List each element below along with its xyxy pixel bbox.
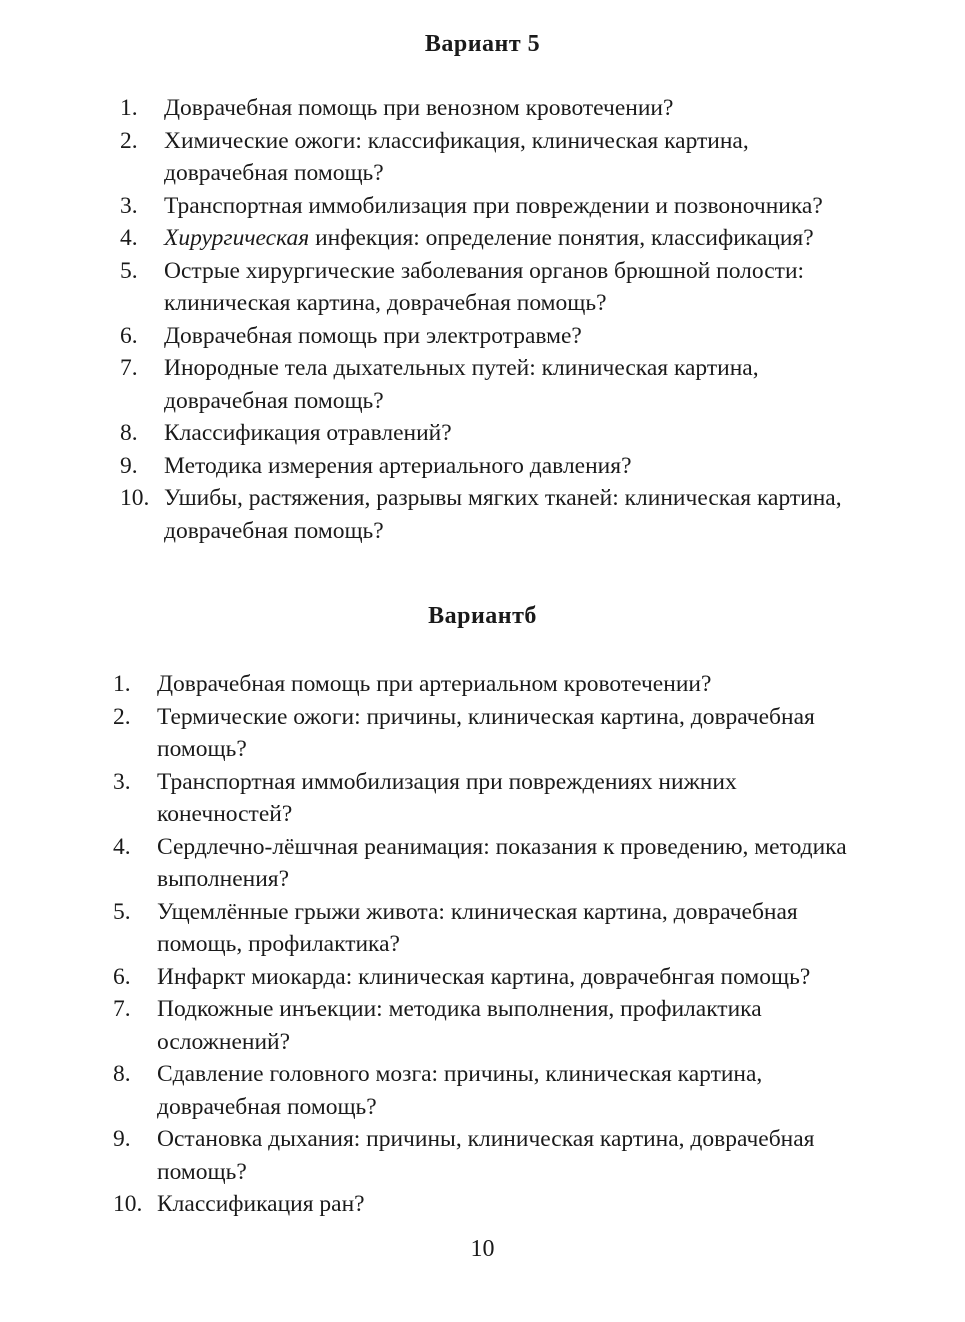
question-text: Методика измерения артериального давления? <box>164 452 632 479</box>
list-item <box>120 255 870 320</box>
item-number: 3. <box>113 768 131 795</box>
question-text: Ушибы, растяжения, разрывы мягких тканей: клиническая картина, доврачебная помощь? <box>164 485 842 544</box>
item-number: 8. <box>120 420 138 446</box>
item-number: 5. <box>120 257 138 284</box>
list-item <box>113 993 863 1058</box>
list-item <box>113 896 863 961</box>
list-item <box>113 1188 863 1221</box>
question-text-italic: Хирургическая <box>164 225 310 251</box>
item-number: 7. <box>113 996 131 1022</box>
question-text: Остановка дыхания: причины, клиническая картина, доврачебная помощь? <box>157 1126 815 1185</box>
item-number: 10. <box>113 1191 143 1217</box>
item-number: 4. <box>120 225 138 251</box>
question-text: Доврачебная помощь при электротравме? <box>164 322 582 349</box>
item-number: 8. <box>113 1061 131 1087</box>
item-number: 4. <box>113 833 131 860</box>
question-text: Сердлечно-лёшчная реанимация: показания к проведению, методика выполнения? <box>157 833 847 892</box>
question-text: Классификация ран? <box>157 1191 365 1217</box>
question-text: Доврачебная помощь при венозном кровотечении? <box>164 95 674 121</box>
item-number: 7. <box>120 355 138 381</box>
question-text: Подкожные инъекции: методика выполнения, профилактика осложнений? <box>157 996 762 1055</box>
question-text: Инородные тела дыхательных путей: клиническая картина, доврачебная помощь? <box>164 355 759 414</box>
list-item <box>113 701 863 766</box>
list-item <box>120 450 870 483</box>
question-text: Острые хирургические заболевания органов брюшной полости: клиническая картина, доврачебная помощь? <box>164 257 805 316</box>
item-number: 9. <box>113 1126 131 1152</box>
section-heading-variant-5: Вариант 5 <box>424 31 541 57</box>
question-list-variant-5 <box>120 92 870 547</box>
item-number: 3. <box>120 192 138 219</box>
page-number: 10 <box>470 1236 495 1262</box>
question-text: Сдавление головного мозга: причины, клиническая картина, доврачебная помощь? <box>157 1061 763 1120</box>
item-number: 10. <box>120 485 150 511</box>
list-item <box>113 961 863 994</box>
item-number: 2. <box>120 127 138 154</box>
question-text: Транспортная иммобилизация при повреждении и позвоночника? <box>164 192 823 219</box>
list-item <box>113 766 863 831</box>
list-item <box>120 352 870 417</box>
question-text: Термические ожоги: причины, клиническая картина, доврачебная помощь? <box>157 703 815 762</box>
question-text <box>164 225 814 251</box>
list-item <box>120 222 870 255</box>
list-item <box>113 1123 863 1188</box>
item-number: 6. <box>120 322 138 349</box>
list-item <box>120 320 870 353</box>
item-number: 9. <box>120 452 138 479</box>
list-item <box>120 417 870 450</box>
question-text: Химические ожоги: классификация, клиническая картина, доврачебная помощь? <box>164 127 749 186</box>
item-number: 2. <box>113 703 131 730</box>
section-heading-variant-6: Вариантб <box>428 603 537 629</box>
question-text: Транспортная иммобилизация при повреждениях нижних конечностей? <box>157 768 737 827</box>
question-list-variant-6 <box>113 668 863 1221</box>
question-text: Классификация отравлений? <box>164 420 452 446</box>
item-number: 5. <box>113 898 131 925</box>
question-text: Доврачебная помощь при артериальном кровотечении? <box>157 671 712 697</box>
list-item <box>120 482 870 547</box>
list-item <box>113 668 863 701</box>
item-number: 6. <box>113 963 131 990</box>
item-number: 1. <box>120 95 138 121</box>
question-text: Инфаркт миокарда: клиническая картина, доврачебнгая помощь? <box>157 963 811 990</box>
list-item <box>120 125 870 190</box>
list-item <box>120 190 870 223</box>
list-item <box>113 1058 863 1123</box>
question-text: Ущемлённые грыжи живота: клиническая картина, доврачебная помощь, профилактика? <box>157 898 798 957</box>
list-item <box>120 92 870 125</box>
question-text-rest: инфекция: определение понятия, классификация? <box>309 225 814 251</box>
item-number: 1. <box>113 671 131 697</box>
list-item <box>113 831 863 896</box>
